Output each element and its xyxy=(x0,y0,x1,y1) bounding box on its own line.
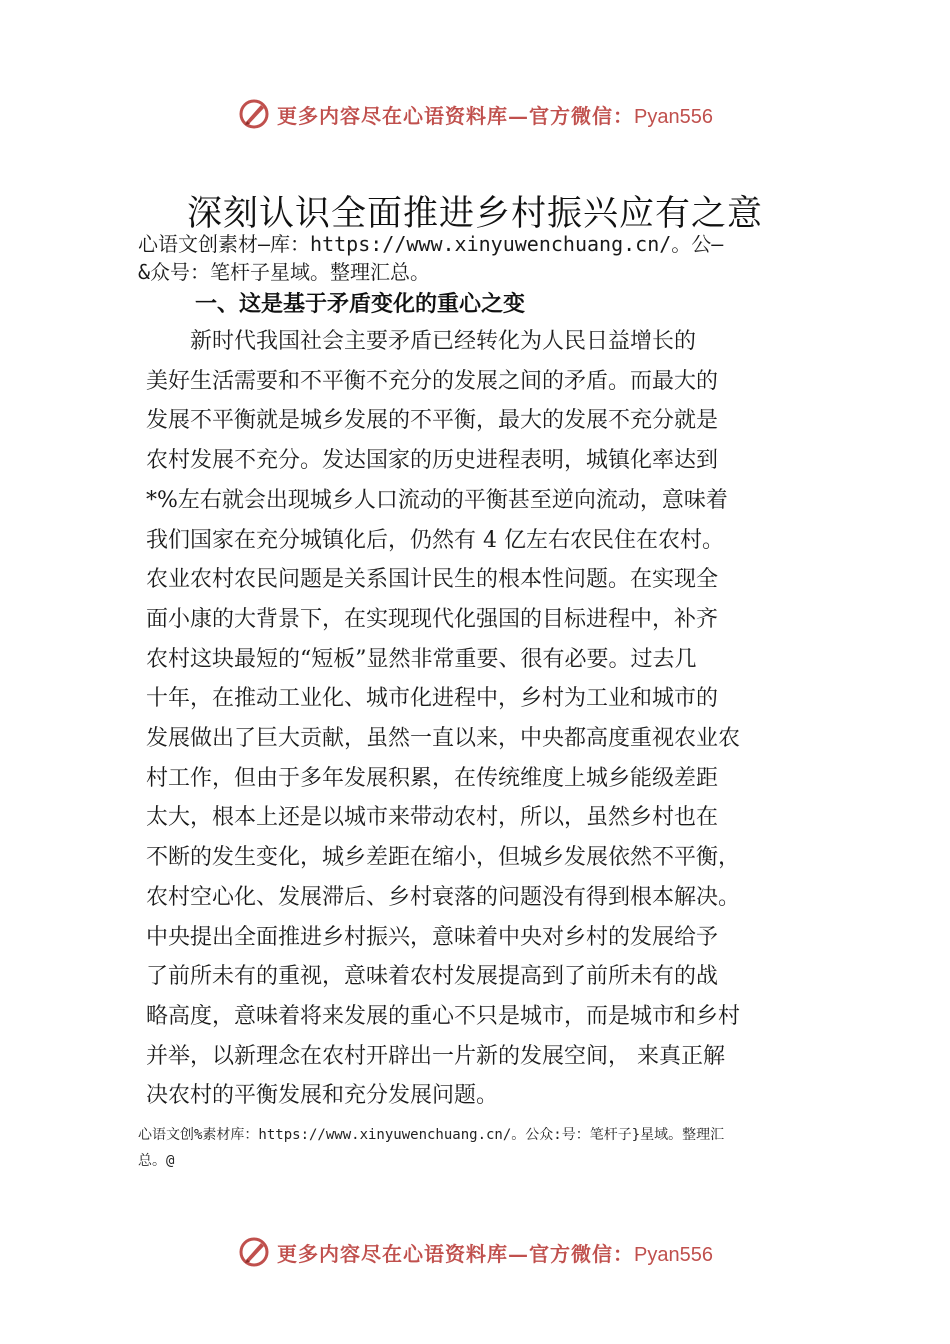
banner-text xyxy=(277,100,713,129)
banner-label: 更多内容尽在心语资料库—官方微信： xyxy=(277,1241,635,1266)
paragraph-line: 农村这块最短的“短板”显然非常重要、很有必要。过去几 xyxy=(146,646,697,672)
paragraph-line: 农村发展不充分。发达国家的历史进程表明，城镇化率达到 xyxy=(146,448,719,474)
paragraph-line: 农业农村农民问题是关系国计民生的根本性问题。在实现全 xyxy=(146,567,719,593)
paragraph-line: 了前所未有的重视，意味着农村发展提高到了前所未有的战 xyxy=(146,964,719,990)
paragraph-line: 发展做出了巨大贡献，虽然一直以来，中央都高度重视农业农 xyxy=(146,726,741,751)
footer-banner xyxy=(0,1232,950,1272)
section-heading: 一、这是基于矛盾变化的重心之变 xyxy=(195,292,526,317)
paragraph-line: 不断的发生变化，城乡差距在缩小，但城乡发展依然不平衡， xyxy=(146,845,741,871)
banner-wechat-id: Pyan556 xyxy=(634,105,713,128)
footer-line-2: 总。@ xyxy=(138,1153,175,1169)
paragraph-line: 农村空心化、发展滞后、乡村衰落的问题没有得到根本解决。 xyxy=(146,884,741,910)
paragraph-line: 略高度，意味着将来发展的重心不只是城市，而是城市和乡村 xyxy=(146,1003,741,1029)
paragraph-line: 中央提出全面推进乡村振兴，意味着中央对乡村的发展给予 xyxy=(146,924,719,950)
paragraph-line: 我们国家在充分城镇化后，仍然有 4 亿左右农民住在农村。 xyxy=(146,527,724,553)
paragraph-line: 太大，根本上还是以城市来带动农村，所以，虽然乡村也在 xyxy=(146,805,719,831)
brush-logo-icon xyxy=(237,1235,271,1269)
document-title: 深刻认识全面推进乡村振兴应有之意 xyxy=(186,194,763,234)
paragraph-line: 发展不平衡就是城乡发展的不平衡，最大的发展不充分就是 xyxy=(146,408,719,434)
banner-label: 更多内容尽在心语资料库—官方微信： xyxy=(277,103,635,128)
paragraph-line: 十年，在推动工业化、城市化进程中，乡村为工业和城市的 xyxy=(146,686,719,712)
paragraph-line: 美好生活需要和不平衡不充分的发展之间的矛盾。而最大的 xyxy=(146,368,719,394)
banner-wechat-id: Pyan556 xyxy=(634,1243,713,1266)
source-line-1: 心语文创素材—库：https://www.xinyuwenchuang.cn/。公— xyxy=(138,232,724,256)
paragraph-line: 新时代我国社会主要矛盾已经转化为人民日益增长的 xyxy=(146,329,697,354)
paragraph-line: 决农村的平衡发展和充分发展问题。 xyxy=(146,1083,499,1109)
header-banner xyxy=(0,94,950,134)
paragraph-line: 面小康的大背景下，在实现现代化强国的目标进程中，补齐 xyxy=(146,606,719,632)
source-line-2: &众号：笔杆子星域。整理汇总。 xyxy=(138,260,431,284)
brush-logo-icon xyxy=(237,97,271,131)
banner-text xyxy=(277,1238,713,1267)
paragraph-line: *%左右就会出现城乡人口流动的平衡甚至逆向流动，意味着 xyxy=(146,487,728,513)
paragraph-line: 并举，以新理念在农村开辟出一片新的发展空间， 来真正解 xyxy=(146,1043,725,1069)
footer-line-1: 心语文创%素材库：https://www.xinyuwenchuang.cn/。公众:号：笔杆子}星域。整理汇 xyxy=(138,1127,725,1143)
paragraph-line: 村工作，但由于多年发展积累，在传统维度上城乡能级差距 xyxy=(146,765,719,791)
